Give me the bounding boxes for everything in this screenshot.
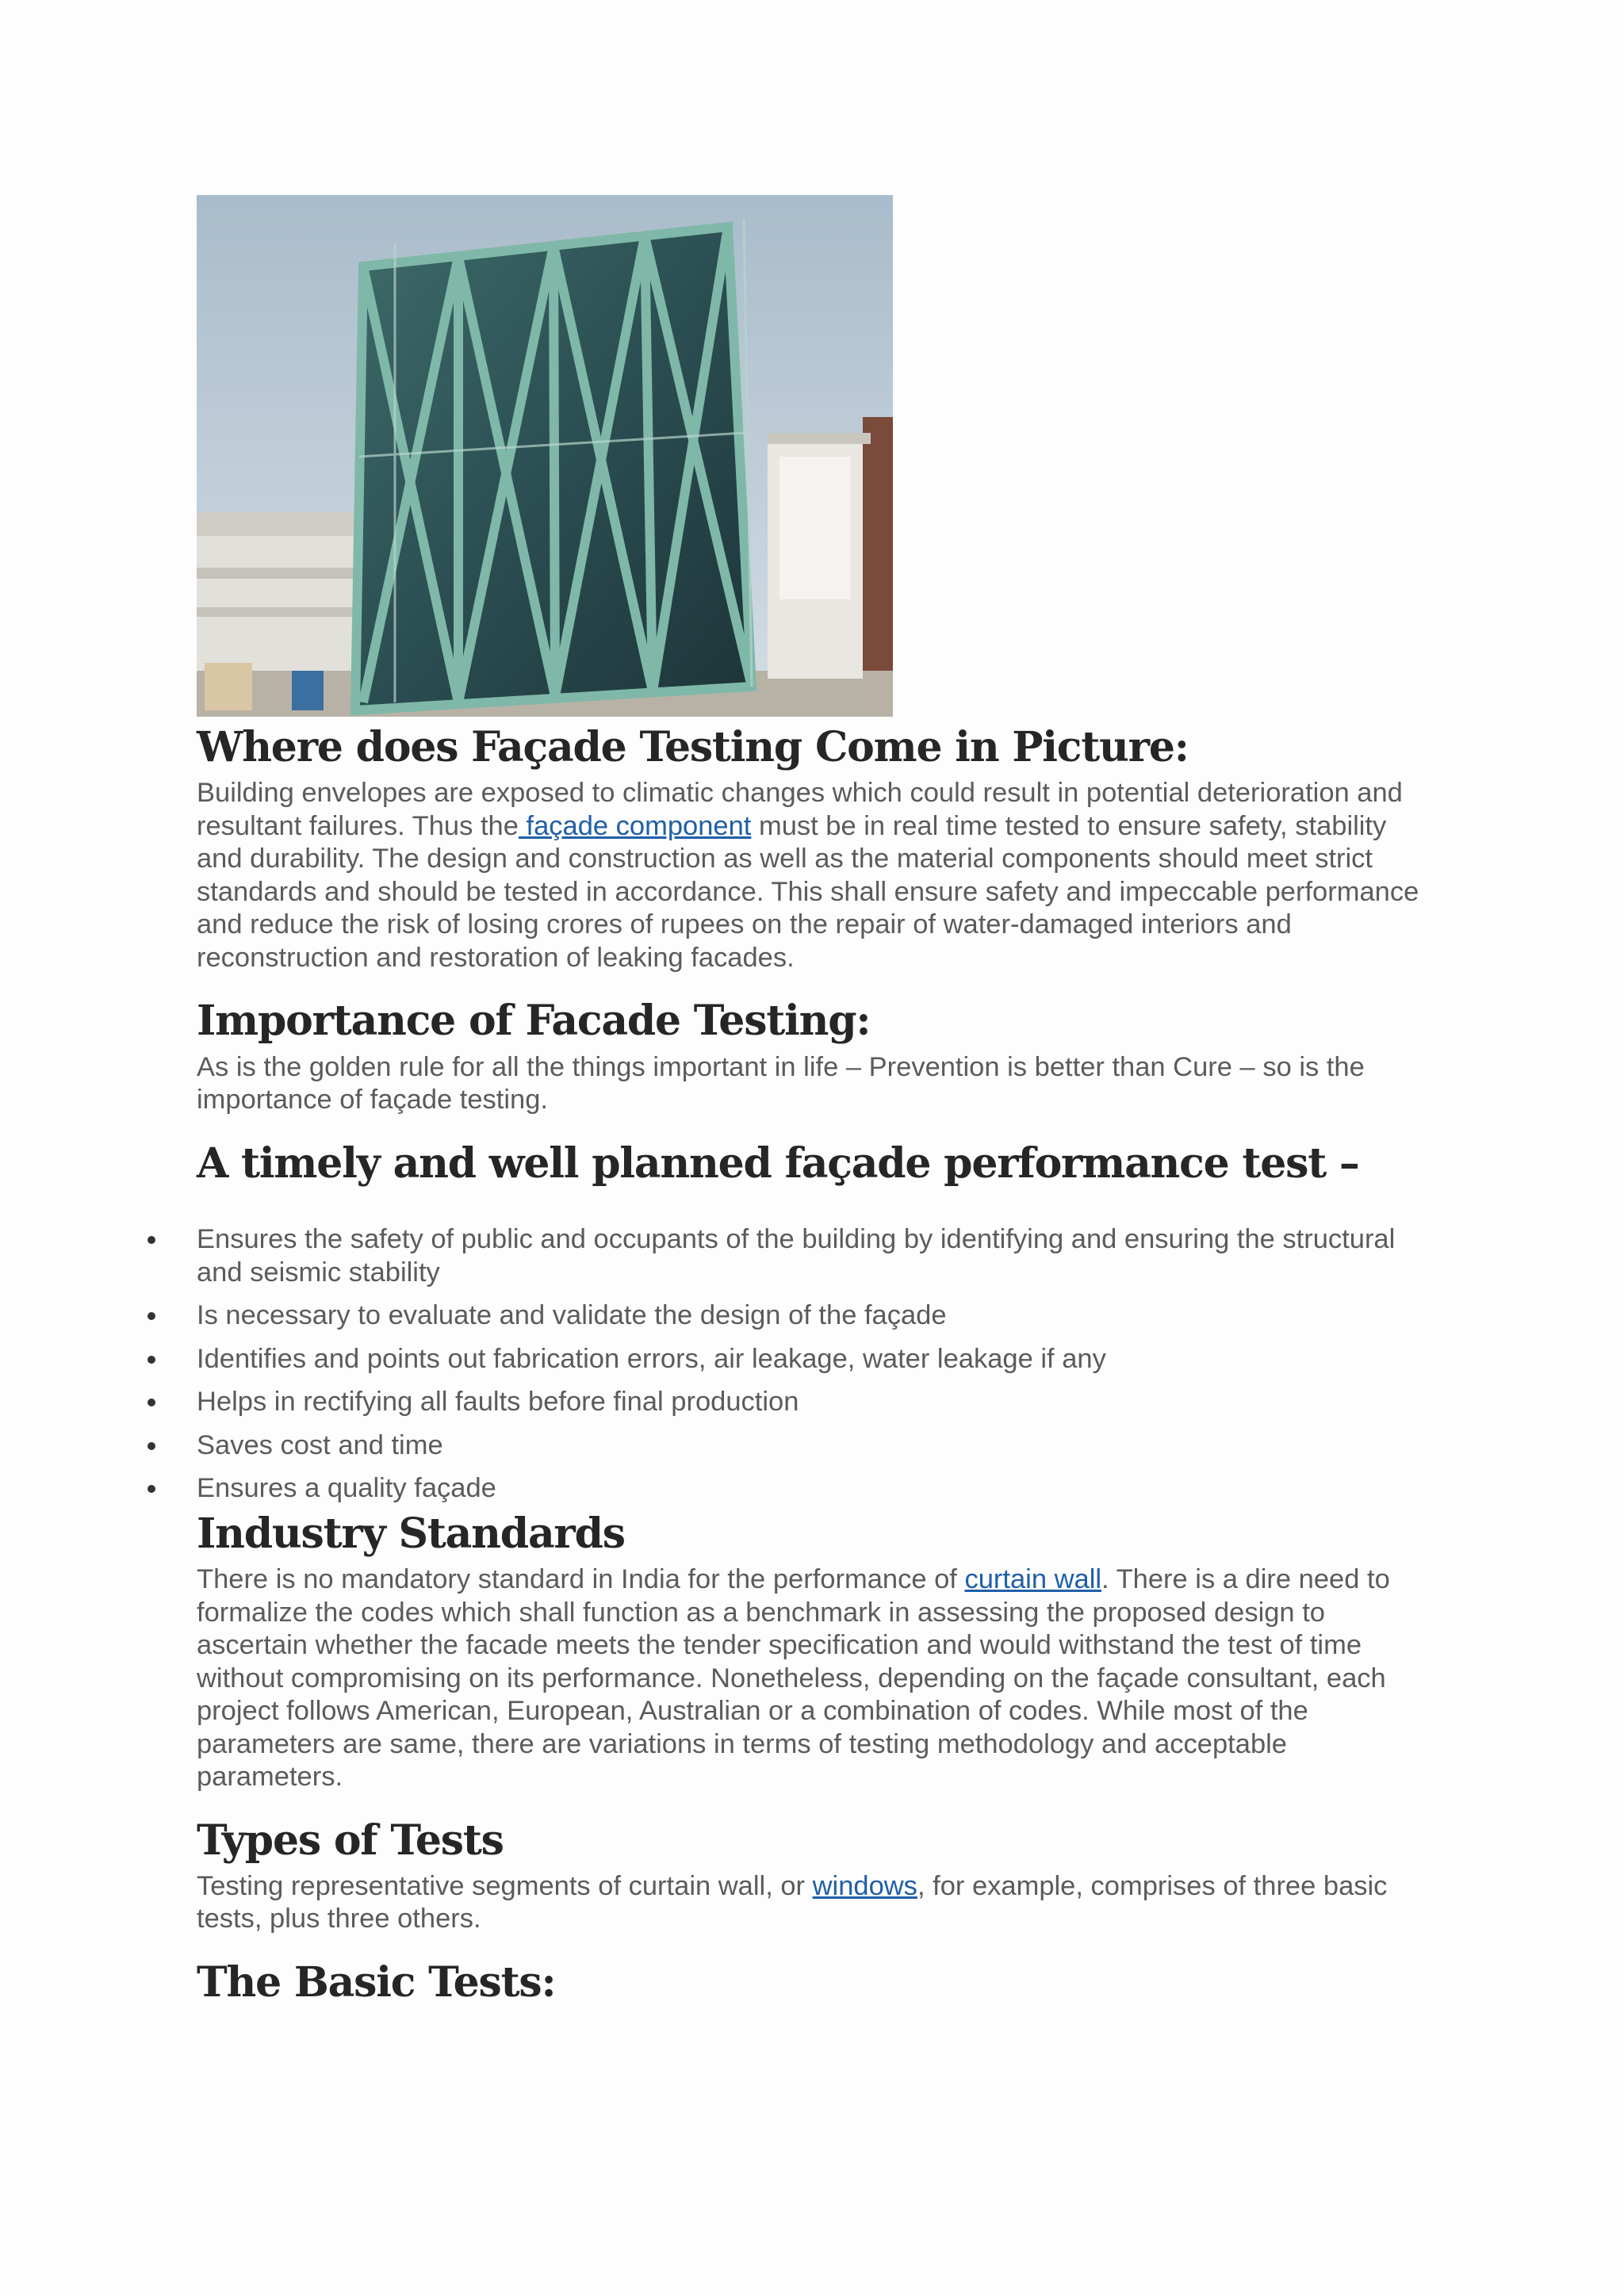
heading-timely-test: A timely and well planned façade performance test – (197, 1138, 1359, 1188)
bullet-icon (147, 1442, 155, 1450)
heading-basic-tests: The Basic Tests: (197, 1957, 556, 2007)
paragraph-importance: As is the golden rule for all the things important in life – Prevention is better than Cure – so is the importance of façade testing. (197, 1051, 1365, 1115)
list-item (197, 1223, 1434, 1289)
heading-where-testing: Where does Façade Testing Come in Picture: (197, 723, 1189, 771)
curtain-wall-link[interactable]: curtain wall (964, 1564, 1102, 1595)
bullet-icon (147, 1485, 155, 1493)
heading-types-of-tests: Types of Tests (197, 1816, 504, 1865)
list-item (197, 1429, 1434, 1463)
heading-industry-standards: Industry Standards (197, 1509, 625, 1558)
bullet-icon (147, 1399, 155, 1406)
paragraph-industry-standards (197, 1563, 1434, 1794)
list-item (197, 1343, 1434, 1376)
text-segment: Testing representative segments of curtain wall, or (197, 1870, 813, 1901)
text-segment: . There is a dire need to formalize the codes which shall function as a benchmark in assessing the proposed design to ascertain whether the facade meets the tender specification and would withstand the test of time without compromising on its performance. Nonetheless, depending on the façade consultant, each project follows American, European, Australian or a combination of codes. While most of the parameters are same, there are variations in terms of testing methodology and acceptable parameters. (197, 1564, 1390, 1793)
text-segment: must be in real time tested to ensure safety, stability and durability. The design and construction as well as the material components should meet strict standards and should be tested in accordance. This shall ensure safety and impeccable performance and reduce the risk of losing crores of rupees on the repair of water-damaged interiors and reconstruction and restoration of leaking facades. (197, 810, 1419, 973)
text-segment: , for example, comprises of three basic tests, plus three others. (197, 1870, 1388, 1934)
facade-component-link[interactable]: façade component (518, 810, 752, 841)
list-item-text: Is necessary to evaluate and validate the design of the façade (197, 1300, 947, 1331)
paragraph-types-of-tests (197, 1870, 1434, 1936)
windows-link[interactable]: windows (812, 1870, 917, 1901)
bullet-icon (147, 1356, 155, 1364)
text-segment: There is no mandatory standard in India for the performance of (197, 1564, 965, 1595)
list-item-text: Saves cost and time (197, 1429, 443, 1460)
bullet-icon (147, 1312, 155, 1320)
list-item-text: Ensures a quality façade (197, 1473, 496, 1504)
list-item-text: Ensures the safety of public and occupants of the building by identifying and ensuring the structural and seismic stability (197, 1224, 1396, 1288)
text-segment: Building envelopes are exposed to climatic changes which could result in potential deterioration and resultant failures. Thus the (197, 778, 1403, 841)
facade-mockup-photo (197, 195, 893, 717)
list-item (197, 1386, 1434, 1419)
bullet-icon (147, 1236, 155, 1244)
list-item-text: Identifies and points out fabrication errors, air leakage, water leakage if any (197, 1343, 1106, 1374)
list-item-text: Helps in rectifying all faults before final production (197, 1387, 799, 1418)
list-item (197, 1299, 1434, 1333)
paragraph-where-testing (197, 777, 1434, 974)
heading-importance: Importance of Facade Testing: (197, 997, 871, 1046)
benefits-list (197, 1223, 1434, 1506)
list-item (197, 1472, 1434, 1506)
article-content (197, 195, 1434, 2007)
